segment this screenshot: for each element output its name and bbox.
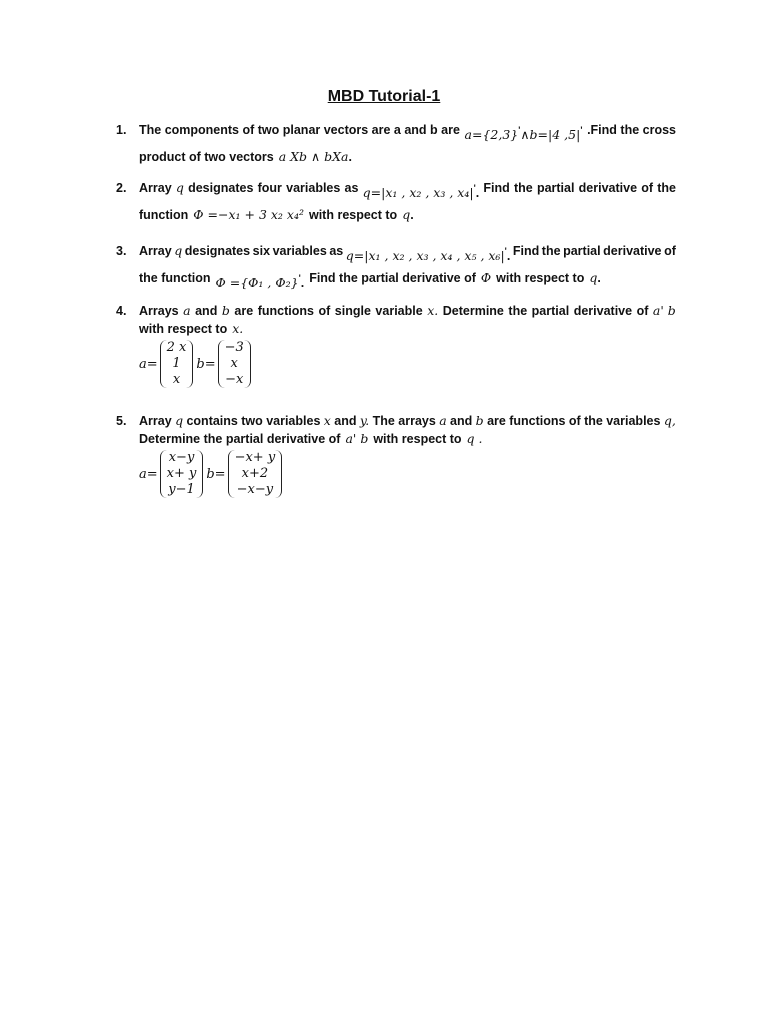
q2-function: Φ =−x₁ + 3 x₂ x₄² bbox=[193, 207, 304, 222]
q1-vector-a: a={2,3} bbox=[464, 127, 519, 142]
q2-array-q: q=|x₁ , x₂ , x₃ , x₄| bbox=[362, 185, 474, 200]
q1-line2-text: product of two vectors bbox=[139, 150, 274, 164]
page-title: MBD Tutorial-1 bbox=[327, 88, 441, 105]
q5-matrices: a= x−y x+ y y−1 b= −x+ y x+2 −x−y bbox=[139, 450, 285, 498]
question-number: 3. bbox=[116, 244, 127, 258]
question-number: 5. bbox=[116, 414, 127, 428]
document-page: MBD Tutorial-1 1. The components of two planar vectors are a and b are a={2,3}'∧b=|4 ,5|' .Find the cross product of two vectors a Xb ∧ bXa. 2. Array q designates four variables as q=|x₁ , x₂ , x₃ , x₄|'. Find the partial derivative of the function Φ =−x₁ + 3 x₂ x₄² with respect to q. 3. Array q designates six variables as q=|x₁ , x₂ , x₃ , x₄ , x₅ , x₆|'. Find the partial derivative of the function Φ ={Φ₁ , Φ₂}'. Find the partial derivative of Φ with respect to q. 4. Arrays a and b are functions of single variable x. Determine the partial derivative of a' b with respect to x. a= 2 x 1 x b= −3 x −x 5. Array q contains two variables x and y. The arrays a and b are functions of the variables q, Determine the partial derivative of a' b with respect to q . a= x−y x+ y y−1 b= −x+ y x+2 −x−y bbox=[0, 0, 768, 1024]
q4-matrix-b: −3 x −x bbox=[218, 340, 251, 388]
q1-vector-b: ∧b=|4 ,5| bbox=[520, 127, 581, 142]
q4-matrices: a= 2 x 1 x b= −3 x −x bbox=[139, 340, 254, 388]
q4-matrix-a: 2 x 1 x bbox=[160, 340, 194, 388]
question-number: 1. bbox=[116, 123, 127, 137]
q5-matrix-b: −x+ y x+2 −x−y bbox=[228, 450, 283, 498]
q5-matrix-a: x−y x+ y y−1 bbox=[160, 450, 204, 498]
question-number: 4. bbox=[116, 304, 127, 318]
q1-text: The components of two planar vectors are a and b are bbox=[139, 123, 460, 137]
q1-text-end: .Find the cross bbox=[587, 123, 676, 137]
question-number: 2. bbox=[116, 181, 127, 195]
q3-function: Φ ={Φ₁ , Φ₂} bbox=[215, 275, 299, 290]
q3-array-q: q=|x₁ , x₂ , x₃ , x₄ , x₅ , x₆| bbox=[345, 248, 505, 263]
q1-cross-expr: a Xb ∧ bXa bbox=[278, 149, 349, 164]
